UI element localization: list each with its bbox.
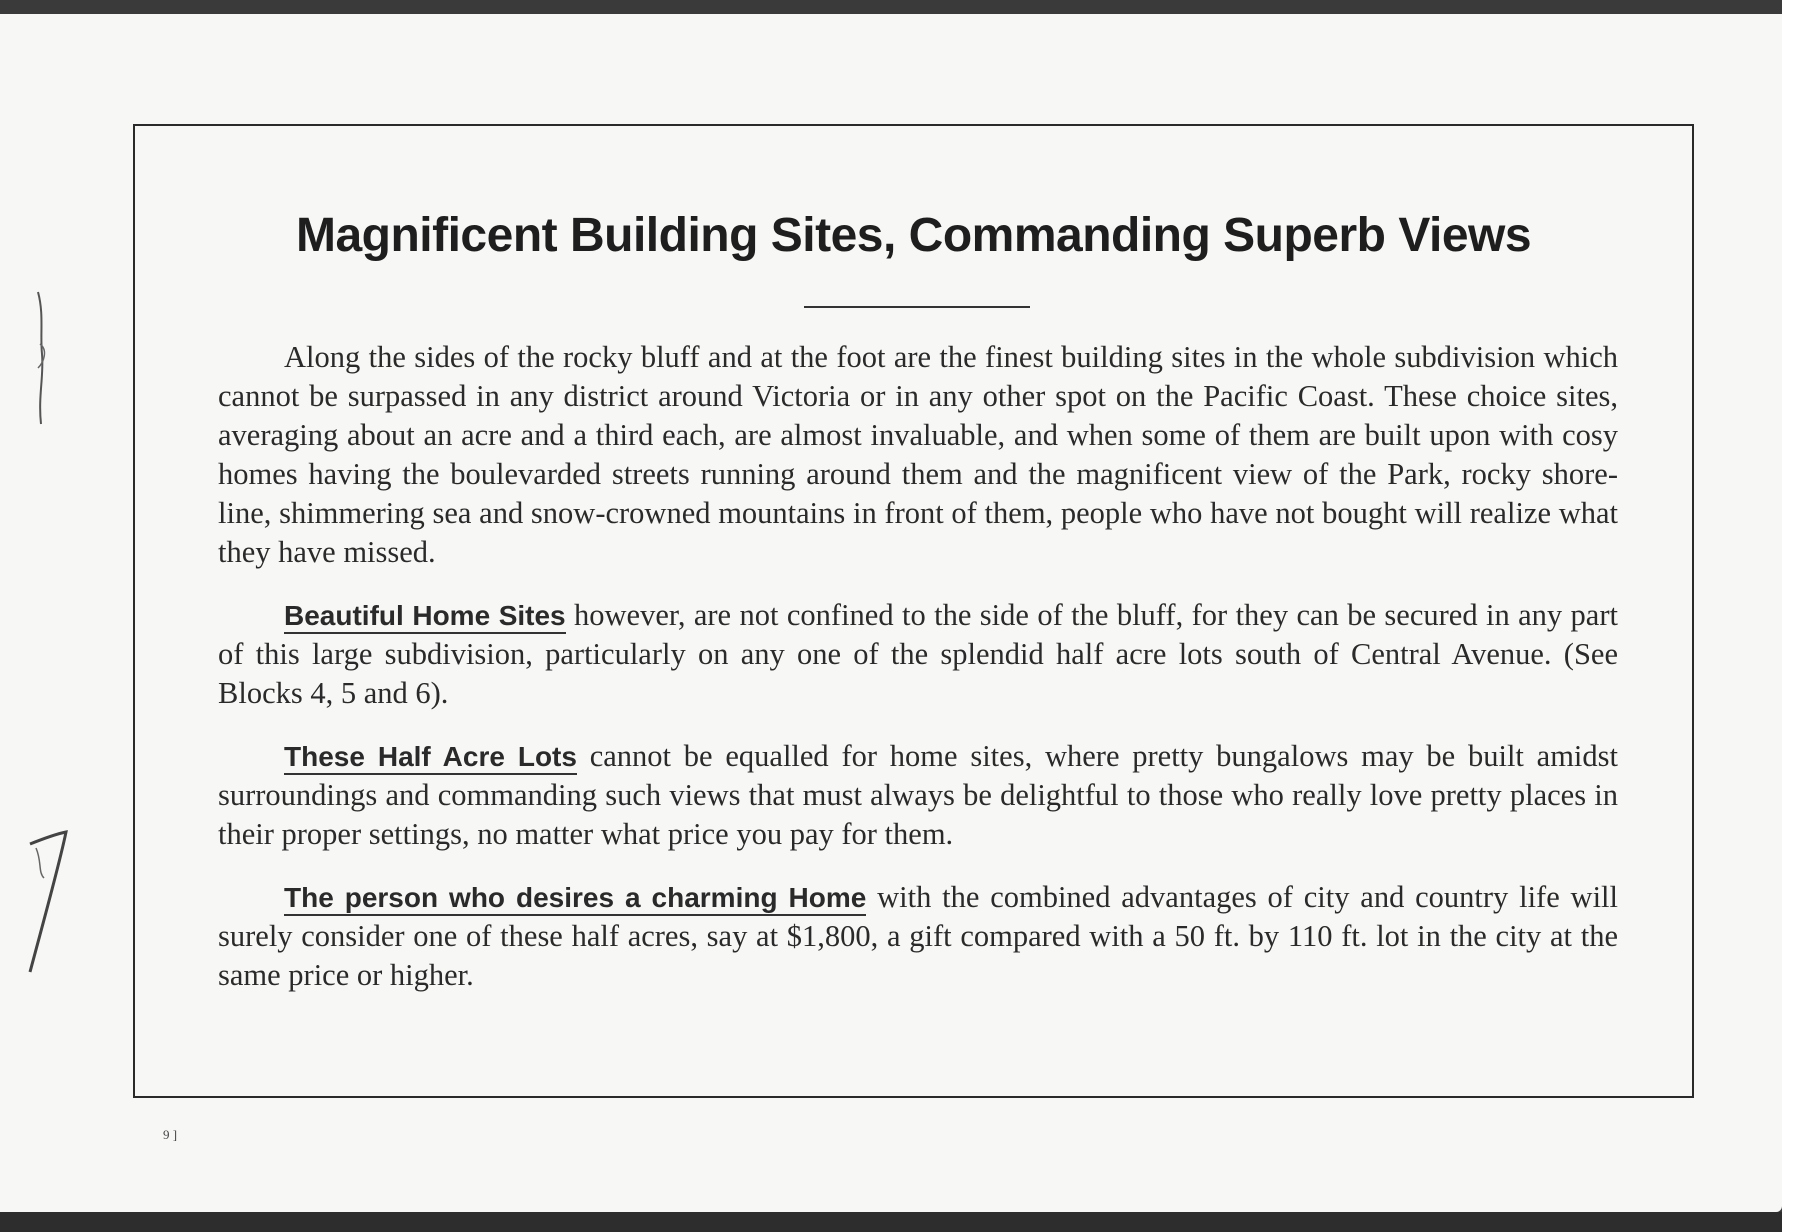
paragraph-2-lead: Beautiful Home Sites (284, 600, 566, 634)
page-edge-right (1782, 0, 1808, 1232)
paragraph-3 (218, 737, 1618, 854)
pencil-mark-seven (18, 822, 70, 982)
paragraph-1 (218, 338, 1618, 572)
paragraph-1-text: Along the sides of the rocky bluff and at the foot are the finest building sites in the whole subdivision which cannot be surpassed in any district around Victoria or in any other spot on the Pacific Coast. These choice sites, averaging about an acre and a third each, are almost invaluable, and when some of them are built upon with cosy homes having the boulevarded streets running around them and the magnificent view of the Park, rocky shore-line, shimmering sea and snow-crowned mountains in front of them, people who have not bought will realize what they have missed. (218, 340, 1618, 569)
title-divider (804, 306, 1030, 308)
paragraph-4 (218, 878, 1618, 995)
paragraph-2-text: however, are not confined to the side of the bluff, for they can be secured in any part of this large subdivision, particularly on any one of the splendid half acre lots south of Central Avenue. (See Blocks 4, 5 and 6). (218, 598, 1618, 710)
pencil-mark-top (18, 284, 70, 434)
paragraph-4-lead: The person who desires a charming Home (284, 882, 866, 916)
paragraph-3-lead: These Half Acre Lots (284, 741, 577, 775)
paragraph-4-text: with the combined advantages of city and country life will surely consider one of these half acres, say at $1,800, a gift compared with a 50 ft. by 110 ft. lot in the city at the same price or higher. (218, 880, 1618, 992)
page-title: Magnificent Building Sites, Commanding Superb Views (295, 209, 1532, 262)
page-number: 9 ] (163, 1127, 178, 1142)
page-edge-bottom (0, 1212, 1782, 1232)
content-frame (133, 124, 1694, 1098)
page-sheet (0, 14, 1782, 1212)
paragraph-2 (218, 596, 1618, 713)
paragraph-3-text: cannot be equalled for home sites, where pretty bungalows may be built amidst surroundings and commanding such views that must always be delightful to those who really love pretty places in their proper settings, no matter what price you pay for them. (218, 739, 1618, 851)
body-text (218, 338, 1618, 1019)
